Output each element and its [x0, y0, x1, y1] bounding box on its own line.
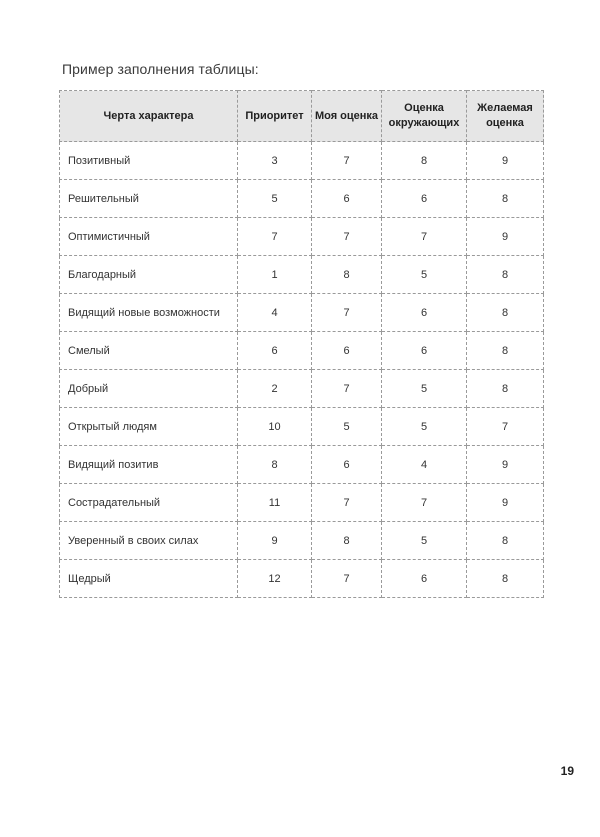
my-rating-cell: 6 [312, 446, 382, 484]
character-traits-table [59, 90, 544, 598]
others-rating-cell: 4 [382, 446, 467, 484]
table-row [60, 560, 544, 598]
table-row [60, 256, 544, 294]
table-row [60, 180, 544, 218]
others-rating-cell: 6 [382, 332, 467, 370]
desired-rating-cell: 7 [467, 408, 544, 446]
header-trait: Черта характера [60, 91, 238, 142]
priority-cell: 3 [238, 142, 312, 180]
priority-cell: 10 [238, 408, 312, 446]
desired-rating-cell: 8 [467, 256, 544, 294]
others-rating-cell: 7 [382, 484, 467, 522]
header-desired-rating: Желаемая оценка [467, 91, 544, 142]
my-rating-cell: 7 [312, 294, 382, 332]
trait-cell: Видящий новые возможности [60, 294, 238, 332]
priority-cell: 8 [238, 446, 312, 484]
table-row [60, 370, 544, 408]
table-row [60, 522, 544, 560]
my-rating-cell: 7 [312, 560, 382, 598]
desired-rating-cell: 8 [467, 560, 544, 598]
header-my-rating: Моя оценка [312, 91, 382, 142]
others-rating-cell: 5 [382, 522, 467, 560]
trait-cell: Щедрый [60, 560, 238, 598]
page-number: 19 [560, 764, 574, 778]
table-row [60, 294, 544, 332]
desired-rating-cell: 8 [467, 180, 544, 218]
header-priority: Приоритет [238, 91, 312, 142]
trait-cell: Сострадательный [60, 484, 238, 522]
table-row [60, 332, 544, 370]
my-rating-cell: 5 [312, 408, 382, 446]
table-row [60, 218, 544, 256]
desired-rating-cell: 8 [467, 370, 544, 408]
desired-rating-cell: 9 [467, 446, 544, 484]
others-rating-cell: 5 [382, 256, 467, 294]
trait-cell: Благодарный [60, 256, 238, 294]
priority-cell: 1 [238, 256, 312, 294]
desired-rating-cell: 9 [467, 218, 544, 256]
others-rating-cell: 5 [382, 408, 467, 446]
my-rating-cell: 7 [312, 142, 382, 180]
trait-cell: Оптимистичный [60, 218, 238, 256]
others-rating-cell: 5 [382, 370, 467, 408]
table-row [60, 446, 544, 484]
desired-rating-cell: 9 [467, 142, 544, 180]
priority-cell: 5 [238, 180, 312, 218]
desired-rating-cell: 8 [467, 332, 544, 370]
trait-cell: Уверенный в своих силах [60, 522, 238, 560]
table-row [60, 408, 544, 446]
my-rating-cell: 6 [312, 180, 382, 218]
table-row [60, 484, 544, 522]
trait-cell: Видящий позитив [60, 446, 238, 484]
my-rating-cell: 7 [312, 218, 382, 256]
my-rating-cell: 6 [312, 332, 382, 370]
priority-cell: 6 [238, 332, 312, 370]
trait-cell: Смелый [60, 332, 238, 370]
my-rating-cell: 8 [312, 522, 382, 560]
header-row [60, 91, 544, 142]
others-rating-cell: 6 [382, 560, 467, 598]
my-rating-cell: 7 [312, 370, 382, 408]
my-rating-cell: 7 [312, 484, 382, 522]
priority-cell: 12 [238, 560, 312, 598]
priority-cell: 9 [238, 522, 312, 560]
my-rating-cell: 8 [312, 256, 382, 294]
trait-cell: Решительный [60, 180, 238, 218]
desired-rating-cell: 8 [467, 522, 544, 560]
priority-cell: 7 [238, 218, 312, 256]
desired-rating-cell: 9 [467, 484, 544, 522]
table-body [60, 142, 544, 598]
table-header [60, 91, 544, 142]
trait-cell: Открытый людям [60, 408, 238, 446]
priority-cell: 4 [238, 294, 312, 332]
desired-rating-cell: 8 [467, 294, 544, 332]
others-rating-cell: 6 [382, 294, 467, 332]
header-others-rating: Оценка окружающих [382, 91, 467, 142]
table-caption: Пример заполнения таблицы: [62, 61, 259, 77]
others-rating-cell: 8 [382, 142, 467, 180]
others-rating-cell: 7 [382, 218, 467, 256]
priority-cell: 11 [238, 484, 312, 522]
table-row [60, 142, 544, 180]
trait-cell: Позитивный [60, 142, 238, 180]
others-rating-cell: 6 [382, 180, 467, 218]
priority-cell: 2 [238, 370, 312, 408]
trait-cell: Добрый [60, 370, 238, 408]
